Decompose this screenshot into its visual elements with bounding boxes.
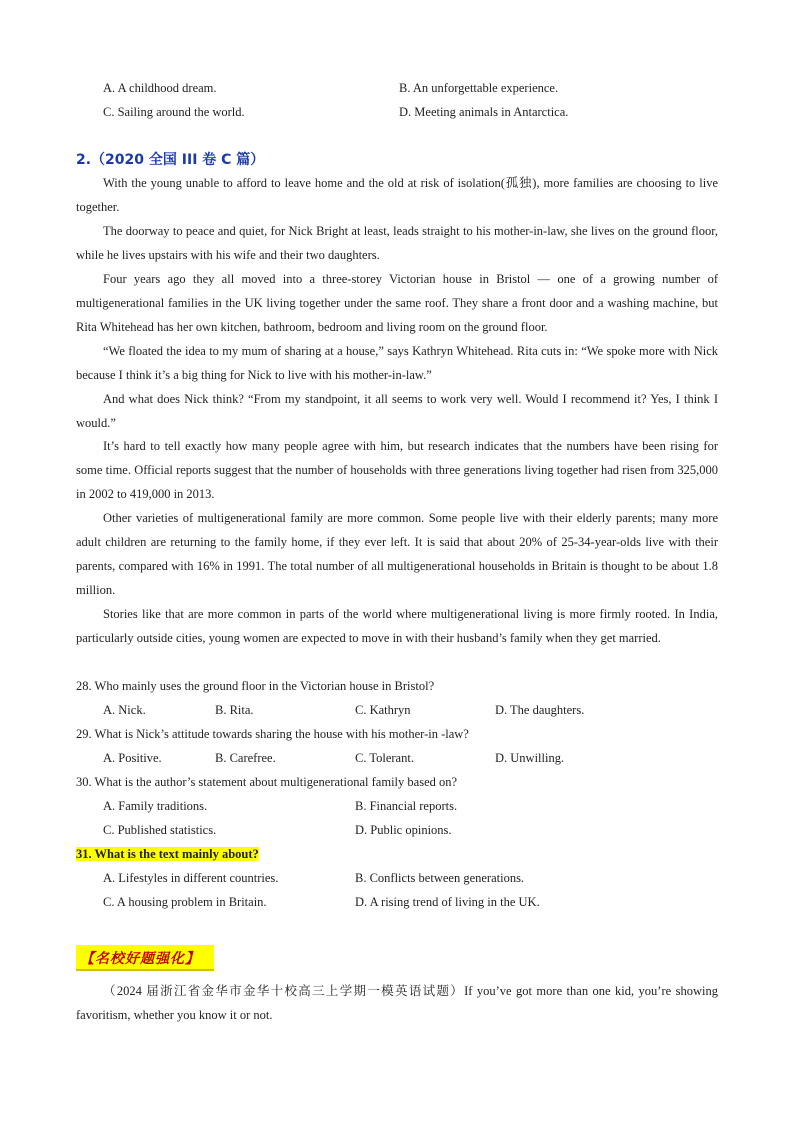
- q30-option-a: A. Family traditions.: [103, 799, 208, 813]
- q28-option-b: B. Rita.: [215, 703, 254, 717]
- passage-paragraph-7: Other varieties of multigenerational family are more common. Some people live with their elderly parents; many more adult children are returning to the family home, if they ever left. It is said that about 20% of 25-34-year-olds live with their parents, compared with 16% in 1991. The total number of all multigenerational households in Britain is thought to be about 1.8 million.: [76, 511, 718, 597]
- q31-option-b: B. Conflicts between generations.: [355, 871, 525, 885]
- passage-paragraph-2: The doorway to peace and quiet, for Nick Bright at least, leads straight to his mother-in-law, she lives on the ground floor, while he lives upstairs with his wife and their two daughters.: [76, 224, 718, 262]
- q29-option-a: A. Positive.: [103, 751, 162, 765]
- q31-option-c: C. A housing problem in Britain.: [103, 895, 267, 909]
- passage-paragraph-3: Four years ago they all moved into a three-storey Victorian house in Bristol — one of a growing number of multigenerational families in the UK living together under the same roof. They share a front door and a washing machine, but Rita Whitehead has her own kitchen, bathroom, bedroom and living room on the ground floor.: [76, 272, 718, 334]
- option-d: D. Meeting animals in Antarctica.: [399, 105, 569, 119]
- passage-paragraph-5: And what does Nick think? “From my standpoint, it all seems to work very well. Would I recommend it? Yes, I think I would.”: [76, 392, 718, 430]
- question-31-highlight: 31. What is the text mainly about?: [76, 847, 259, 861]
- q30-option-d: D. Public opinions.: [355, 823, 452, 837]
- q28-option-c: C. Kathryn: [355, 703, 411, 717]
- option-b: B. An unforgettable experience.: [399, 81, 559, 95]
- q28-option-a: A. Nick.: [103, 703, 146, 717]
- passage-paragraph-4: “We floated the idea to my mum of sharing at a house,” says Kathryn Whitehead. Rita cuts in: “We spoke more with Nick because I think it’s a big thing for Nick to live with his mother-in-law.”: [76, 344, 718, 382]
- question-30-stem: 30. What is the author’s statement about multigenerational family based on?: [76, 775, 458, 789]
- q30-option-c: C. Published statistics.: [103, 823, 217, 837]
- school-section-tag: [76, 945, 214, 971]
- school-section-tag-text: 【名校好题强化】: [80, 951, 200, 967]
- q31-option-a: A. Lifestyles in different countries.: [103, 871, 279, 885]
- passage-paragraph-8: Stories like that are more common in parts of the world where multigenerational living is more firmly rooted. In India, particularly outside cities, young women are expected to move in with their husband’s family when they get married.: [76, 607, 718, 645]
- passage-paragraph-6: It’s hard to tell exactly how many people agree with him, but research indicates that the numbers have been rising for some time. Official reports suggest that the number of households with three generations living together had risen from 325,000 in 2002 to 419,000 in 2013.: [76, 439, 718, 501]
- question-29-stem: 29. What is Nick’s attitude towards sharing the house with his mother-in -law?: [76, 727, 469, 741]
- q28-option-d: D. The daughters.: [495, 703, 585, 717]
- option-a: A. A childhood dream.: [103, 81, 217, 95]
- q29-option-c: C. Tolerant.: [355, 751, 414, 765]
- q31-option-d: D. A rising trend of living in the UK.: [355, 895, 540, 909]
- passage-paragraph-1: With the young unable to afford to leave home and the old at risk of isolation(孤独), more families are choosing to live together.: [76, 176, 718, 214]
- q29-option-b: B. Carefree.: [215, 751, 276, 765]
- section-title: 2.（2020 全国 III 卷 C 篇）: [76, 152, 265, 168]
- option-c: C. Sailing around the world.: [103, 105, 245, 119]
- next-passage-intro: （2024 届浙江省金华市金华十校高三上学期一模英语试题）If you’ve got more than one kid, you’re showing favoritism, whether you know it or not.: [76, 984, 718, 1022]
- question-28-stem: 28. Who mainly uses the ground floor in the Victorian house in Bristol?: [76, 679, 435, 693]
- q29-option-d: D. Unwilling.: [495, 751, 565, 765]
- q30-option-b: B. Financial reports.: [355, 799, 458, 813]
- question-31-stem: [76, 846, 259, 862]
